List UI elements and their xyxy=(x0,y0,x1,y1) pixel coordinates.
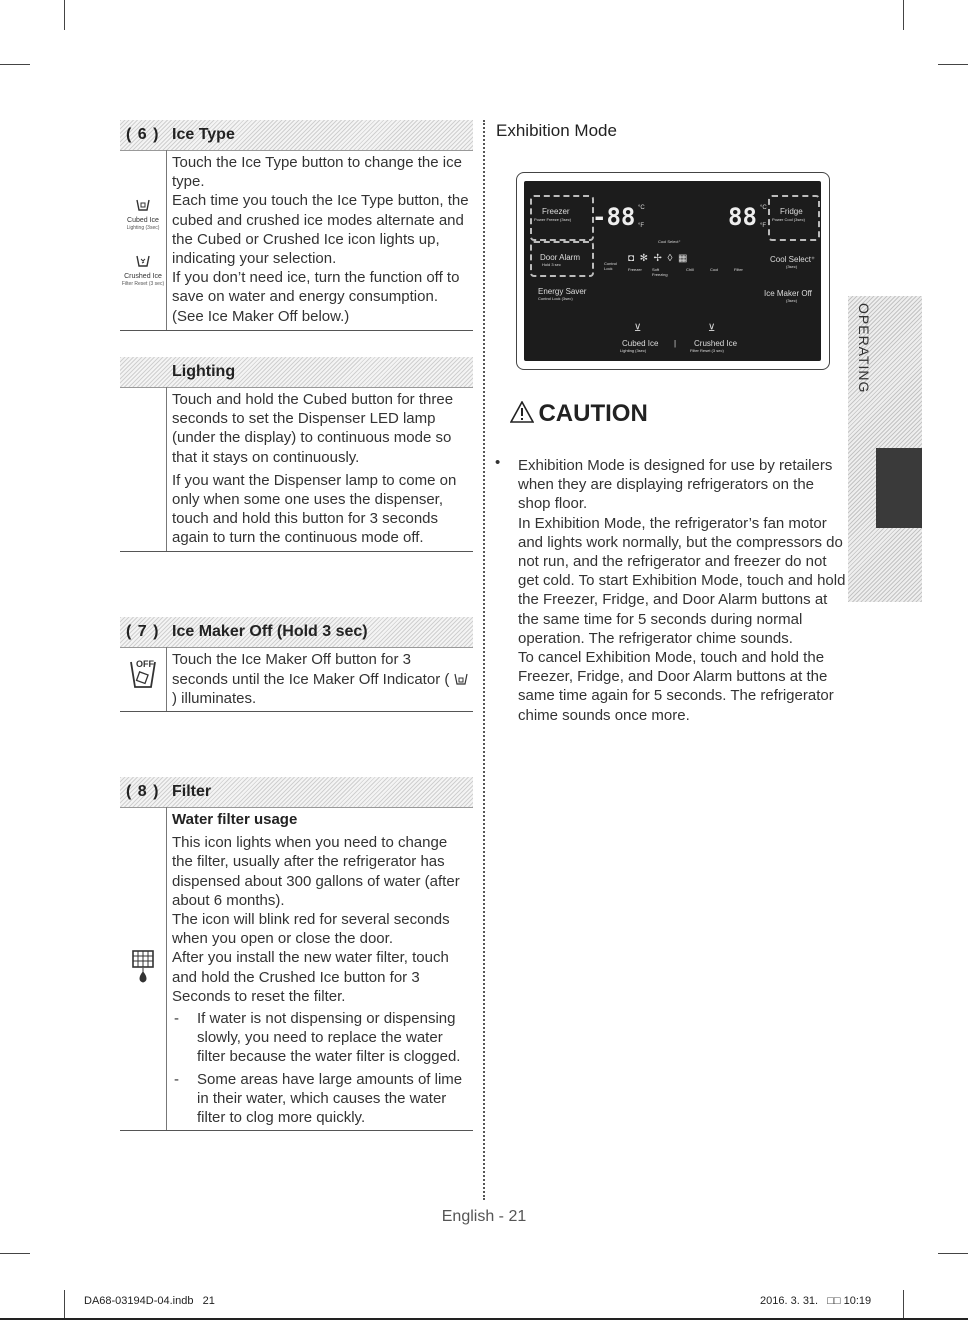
soft-freezing-label: Soft Freezing xyxy=(652,267,668,277)
paragraph: After you install the new water filter, touch and hold the Crushed Ice button for 3 Seconds to reset the filter. xyxy=(172,949,449,1005)
ice-maker-off-panel-sublabel: (3sec) xyxy=(786,298,798,303)
fridge-unit-f: °F xyxy=(760,223,767,229)
paragraph: Touch the Ice Type button to change the ice type. xyxy=(172,154,462,191)
column-divider xyxy=(166,647,167,711)
crop-mark xyxy=(903,1290,904,1320)
section-title: Filter xyxy=(172,783,212,800)
cubed-ice-sublabel: Lighting (3sec) xyxy=(126,225,160,231)
fridge-unit-c: °C xyxy=(760,205,767,211)
ice-maker-off-panel-label: Ice Maker Off xyxy=(764,289,812,298)
filter-table xyxy=(120,807,473,1131)
paragraph: Each time you touch the Ice Type button, the cubed and crushed ice modes alternate and the Cubed or Crushed Ice icon lights up, indicating your selection. xyxy=(172,192,469,268)
ice-separator: | xyxy=(674,339,677,348)
crop-mark xyxy=(0,1253,30,1254)
crop-mark xyxy=(903,0,904,30)
ice-type-text xyxy=(172,153,469,326)
cubed-ice-indicator xyxy=(120,198,166,231)
filter-indicator xyxy=(120,950,166,989)
fridge-sublabel: Power Cool (3sec) xyxy=(772,217,805,222)
door-alarm-sublabel: Hold 3 sec xyxy=(542,262,561,267)
warning-icon xyxy=(510,401,534,423)
bullet-text: If water is not dispensing or dispensing slowly, you need to replace the water filter because the water filter is clogged. xyxy=(197,1010,461,1066)
paragraph: In Exhibition Mode, the refrigerator’s fan motor and lights work normally, but the compressors do not run, and the refrigerator and freezer do not get cold. To start Exhibition Mode, touch and hold the Freezer, Fridge, and Door Alarm buttons at the same time for 5 seconds during normal operation. The refrigerator chime sounds. xyxy=(518,514,846,647)
crop-mark xyxy=(0,64,30,65)
footer-date: 2016. 3. 31. □□ 10:19 xyxy=(760,1295,872,1307)
caution-title: CAUTION xyxy=(538,400,648,427)
crushed-ice-indicator xyxy=(120,254,166,287)
side-tab-label: OPERATING xyxy=(856,303,872,394)
paragraph: Touch the Ice Maker Off button for 3 seconds until the Ice Maker Off Indicator ( xyxy=(172,651,454,688)
bullet-dash: - xyxy=(174,1070,179,1088)
cool-label: Cool xyxy=(710,267,719,272)
filter-text xyxy=(172,810,469,1127)
column-divider xyxy=(166,387,167,551)
section-number: ( 6 ) xyxy=(126,126,160,143)
fridge-label: Fridge xyxy=(780,207,803,216)
freezer-temperature: -88 xyxy=(592,203,636,231)
ice-maker-off-indicator xyxy=(120,657,166,696)
lighting-table xyxy=(120,387,473,552)
ice-maker-off-text xyxy=(172,650,469,709)
energy-saver-sublabel: Control Lock (3sec) xyxy=(538,296,573,301)
caution-text xyxy=(518,456,848,725)
paragraph: The icon will blink red for several seconds when you open or close the door. xyxy=(172,911,450,948)
control-panel-display xyxy=(524,181,821,361)
crushed-ice-panel-label: Crushed Ice xyxy=(694,339,738,348)
cool-select-sublabel: (3sec) xyxy=(786,264,798,269)
page-number: English - 21 xyxy=(441,1208,527,1225)
section-title: Lighting xyxy=(172,363,236,380)
control-lock-label: Control Lock xyxy=(604,261,617,271)
cubed-ice-panel-icon: ⊻ xyxy=(634,323,642,334)
fridge-temperature: 88 xyxy=(728,203,757,231)
ice-maker-off-header xyxy=(120,617,473,648)
chill-label: Chill xyxy=(686,267,694,272)
paragraph: To cancel Exhibition Mode, touch and hold the Freezer, Fridge, and Door Alarm buttons at the same time again for 5 seconds. The refrigerator chime sounds once more. xyxy=(518,649,834,724)
section-title: Ice Maker Off (Hold 3 sec) xyxy=(172,623,368,640)
door-alarm-label: Door Alarm xyxy=(540,253,581,262)
lighting-header xyxy=(120,357,473,388)
filter-header xyxy=(120,777,473,808)
cubed-ice-panel-sublabel: Lighting (3sec) xyxy=(620,348,647,353)
cool-select-small-label: Cool Select⁺ xyxy=(658,239,681,244)
filter-icon xyxy=(130,950,156,984)
crushed-ice-icon xyxy=(136,254,150,268)
crushed-ice-label: Crushed Ice xyxy=(124,273,162,280)
crop-mark xyxy=(938,1253,968,1254)
paragraph: Touch and hold the Cubed button for three seconds to set the Dispenser LED lamp (under the display) to continuous mode so that it stays on continuously. xyxy=(172,391,454,466)
freezer-sublabel: Power Freeze (3sec) xyxy=(534,217,572,222)
ice-maker-off-inline-icon xyxy=(454,672,468,686)
list-item xyxy=(172,1070,469,1128)
section-number: ( 7 ) xyxy=(126,623,160,640)
bullet-text: Some areas have large amounts of lime in their water, which causes the water filter to clog more quickly. xyxy=(197,1070,463,1127)
paragraph: This icon lights when you need to change the filter, usually after the refrigerator has dispensed about 300 gallons of water (after about 6 months). xyxy=(172,834,460,909)
ice-maker-off-table xyxy=(120,647,473,712)
paragraph: If you don’t need ice, turn the function off to save on water and energy consumption. (See Ice Maker Off below.) xyxy=(172,269,460,325)
crop-mark xyxy=(64,1290,65,1320)
cubed-ice-panel-label: Cubed Ice xyxy=(622,339,659,348)
crop-mark xyxy=(64,0,65,30)
control-panel-illustration xyxy=(516,172,830,370)
caution-bullet: • xyxy=(495,454,501,471)
bullet-dash: - xyxy=(174,1010,179,1028)
freezer-unit-c: °C xyxy=(638,205,645,211)
lighting-text xyxy=(172,390,469,548)
side-tab-marker xyxy=(876,448,922,528)
crop-mark xyxy=(938,64,968,65)
freezer-label: Freezer xyxy=(542,207,570,216)
column-divider xyxy=(166,150,167,330)
section-title: Ice Type xyxy=(172,126,235,143)
section-number: ( 8 ) xyxy=(126,783,160,800)
ice-maker-off-icon xyxy=(128,657,158,691)
paragraph-end: ) illuminates. xyxy=(172,690,257,707)
svg-text:OFF: OFF xyxy=(136,659,154,669)
crushed-ice-sublabel: Filter Reset (3 sec) xyxy=(121,281,165,287)
freezer-mode-label: Freezer xyxy=(628,267,642,272)
cool-select-label: Cool Select⁺ xyxy=(770,255,816,264)
exhibition-title: Exhibition Mode xyxy=(496,121,617,140)
cubed-ice-label: Cubed Ice xyxy=(127,217,159,224)
column-separator xyxy=(483,120,485,1200)
freezer-unit-f: °F xyxy=(638,223,645,229)
cubed-ice-icon xyxy=(136,198,150,212)
footer-file-info: DA68-03194D-04.indb 21 xyxy=(84,1295,215,1307)
caution-heading xyxy=(510,400,860,428)
column-divider xyxy=(166,807,167,1130)
filter-label: Filter xyxy=(734,267,743,272)
list-item xyxy=(172,1009,469,1067)
paragraph: Exhibition Mode is designed for use by retailers when they are displaying refrigerators on the shop floor. xyxy=(518,457,833,513)
crushed-ice-panel-sublabel: Filter Reset (3 sec) xyxy=(690,348,724,353)
subtitle: Water filter usage xyxy=(172,811,298,828)
panel-icons: ◘ ✻ ✢ ◊ ▦ xyxy=(628,253,688,264)
ice-type-table xyxy=(120,150,473,331)
crushed-ice-panel-icon: ⊻ xyxy=(708,323,716,334)
ice-type-header xyxy=(120,120,473,151)
energy-saver-label: Energy Saver xyxy=(538,287,587,296)
paragraph: If you want the Dispenser lamp to come on only when some one uses the dispenser, touch and hold this button for 3 seconds again to turn the continuous mode off. xyxy=(172,471,457,547)
